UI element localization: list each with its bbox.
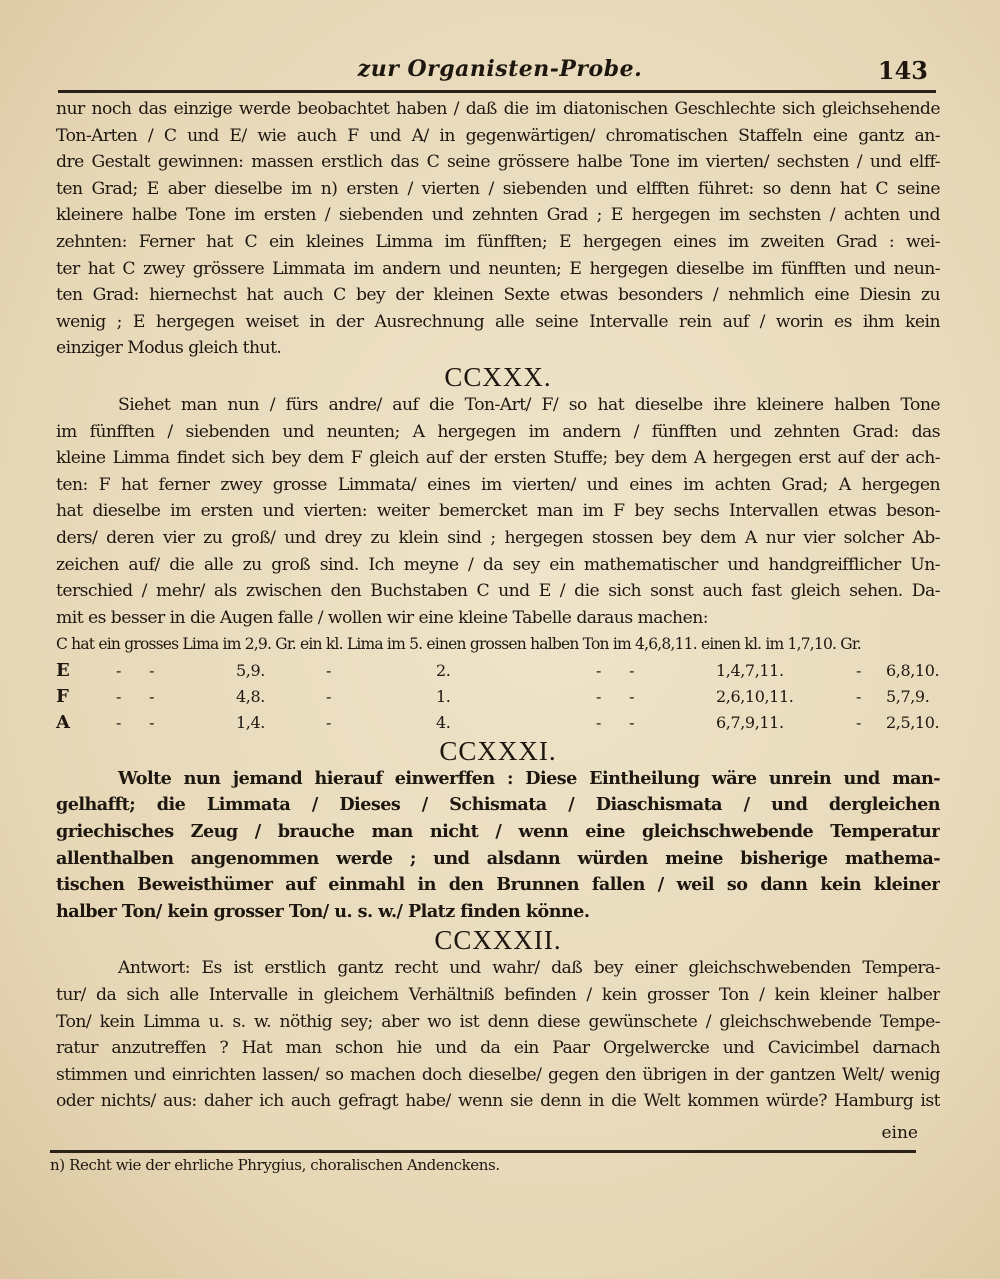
table-dash: - - (596, 712, 635, 732)
table-row (56, 684, 940, 710)
running-header (40, 56, 960, 88)
table-cell-kleiner-halbton: 6,8,10. (886, 660, 940, 680)
table-dash: - (856, 712, 862, 732)
text-line: mit es besser in die Augen falle / wollen wir eine kleine Tabelle daraus machen: (56, 607, 708, 628)
table-dash: - (326, 686, 332, 706)
text-line: Antwort: Es ist erstlich gantz recht und wahr/ daß bey einer gleichschwebenden Tempera- (118, 958, 940, 979)
text-line: ten: F hat ferner zwey grosse Limmata/ eines im vierten/ und eines im achten Grad; A hergegen (56, 474, 940, 495)
text-line: Wolte nun jemand hierauf einwerffen : Diese Eintheilung wäre unrein und man- (118, 767, 940, 789)
section-paragraph (56, 392, 940, 631)
text-line: im fünfften / siebenden und neunten; A hergegen im andern / fünfften und zehnten Grad: das (56, 421, 940, 442)
table-cell-kleines-limma: 2. (436, 660, 451, 680)
text-line: ders/ deren vier zu groß/ und drey zu klein sind ; hergegen stossen bey dem A nur vier solcher Ab- (56, 527, 940, 548)
section-paragraph (56, 766, 940, 926)
text-line: wenig ; E hergegen weiset in der Ausrechnung alle seine Intervalle rein auf / worin es ihm kein (56, 311, 940, 332)
text-line: stimmen und einrichten lassen/ so machen doch dieselbe/ gegen den übrigen in der gantzen Welt/ wenig (56, 1064, 940, 1085)
table-cell-kleiner-halbton: 5,7,9. (886, 686, 930, 706)
text-line: dre Gestalt gewinnen: massen erstlich das C seine grössere halbe Tone im vierten/ sechsten / und elff- (56, 152, 940, 173)
section-heading: CCXXXII. (434, 925, 562, 956)
running-title: zur Organisten-Probe. (357, 56, 643, 82)
text-line: tur/ da sich alle Intervalle in gleichem Verhältniß befinden / kein grosser Ton / kein kleiner halber (56, 985, 940, 1006)
text-line: tischen Beweisthümer auf einmahl in den Brunnen fallen / weil so dann kein kleiner (56, 874, 940, 896)
header-rule (58, 90, 936, 93)
section-paragraph (56, 955, 940, 1115)
table-cell-grosses-limma: 5,9. (236, 660, 265, 680)
text-line: Siehet man nun / fürs andre/ auf die Ton-Art/ F/ so hat dieselbe ihre kleinere halben Tone (118, 394, 940, 415)
table-dash: - (856, 686, 862, 706)
table-cell-kleines-limma: 1. (436, 686, 451, 706)
table-key: F (56, 685, 69, 707)
footnote: n) Recht wie der ehrliche Phrygius, choralischen Andenckens. (50, 1156, 500, 1174)
table-dash: - (326, 712, 332, 732)
text-line: terschied / mehr/ als zwischen den Buchstaben C und E / die sich sonst auch fast gleich sehen. Da- (56, 581, 940, 602)
table-dash: - (856, 660, 862, 680)
text-line: einziger Modus gleich thut. (56, 338, 282, 359)
table-cell-grosser-halbton: 6,7,9,11. (716, 712, 784, 732)
table-dash: - (326, 660, 332, 680)
table-dash: - - (116, 686, 155, 706)
text-line: ratur anzutreffen ? Hat man schon hie und da ein Paar Orgelwercke und Cavicimbel darnach (56, 1038, 940, 1059)
text-line: kleinere halbe Tone im ersten / siebenden und zehnten Grad ; E hergegen im sechsten / achten und (56, 205, 940, 226)
text-line: griechisches Zeug / brauche man nicht / wenn eine gleichschwebende Temperatur (56, 821, 940, 843)
text-line: zeichen auf/ die alle zu groß sind. Ich meyne / da sey ein mathematischer und handgreifflicher Un- (56, 554, 940, 575)
section-heading: CCXXX. (444, 361, 552, 392)
section-heading: CCXXXI. (439, 735, 557, 766)
table-cell-grosser-halbton: 2,6,10,11. (716, 686, 794, 706)
table-row (56, 658, 940, 684)
table-cell-grosses-limma: 1,4. (236, 712, 265, 732)
text-line: oder nichts/ aus: daher ich auch gefragt habe/ wenn sie denn in die Welt kommen würde? Hamburg ist (56, 1091, 940, 1112)
table-header-line: C hat ein grosses Lima im 2,9. Gr. ein kl. Lima im 5. einen grossen halben Ton im 4,6,8,11. einen kl. im 1,7,10. Gr. (56, 635, 861, 654)
text-line: ter hat C zwey grössere Limmata im andern und neunten; E hergegen dieselbe im fünfften und neun- (56, 258, 940, 279)
table-dash: - - (116, 660, 155, 680)
text-line: ten Grad: hiernechst hat auch C bey der kleinen Sexte etwas besonders / nehmlich eine Diesin zu (56, 285, 940, 306)
text-line: nur noch das einzige werde beobachtet haben / daß die im diatonischen Geschlechte sich gleichsehende (56, 99, 940, 119)
text-line: gelhafft; die Limmata / Dieses / Schismata / Diaschismata / und dergleichen (56, 794, 940, 816)
intro-paragraph (56, 96, 940, 362)
table-key: E (56, 659, 70, 681)
text-line: kleine Limma findet sich bey dem F gleich auf der ersten Stuffe; bey dem A hergegen erst auf der ach- (56, 448, 940, 469)
footnote-rule (50, 1150, 916, 1153)
table-dash: - - (116, 712, 155, 732)
table-cell-kleines-limma: 4. (436, 712, 451, 732)
table-row (56, 710, 940, 736)
text-line: ten Grad; E aber dieselbe im n) ersten / vierten / siebenden und elfften führet: so denn hat C seine (56, 178, 940, 199)
page-body (56, 96, 940, 1115)
table-cell-grosser-halbton: 1,4,7,11. (716, 660, 784, 680)
table-dash: - - (596, 660, 635, 680)
table-cell-grosses-limma: 4,8. (236, 686, 265, 706)
table-dash: - - (596, 686, 635, 706)
text-line: hat dieselbe im ersten und vierten: weiter bemercket man im F bey sechs Intervallen etwas beson- (56, 501, 940, 522)
interval-table (56, 631, 940, 736)
text-line: allenthalben angenommen werde ; und alsdann würden meine bisherige mathema- (56, 847, 940, 869)
text-line: Ton/ kein Limma u. s. w. nöthig sey; aber wo ist denn diese gewünschete / gleichschwebende Tempe- (56, 1011, 940, 1032)
text-line: Ton-Arten / C und E/ wie auch F und A/ in gegenwärtigen/ chromatischen Staffeln eine gantz an- (56, 125, 940, 146)
table-cell-kleiner-halbton: 2,5,10. (886, 712, 940, 732)
page-number: 143 (877, 56, 928, 85)
catchword: eine (881, 1123, 918, 1143)
table-key: A (56, 711, 70, 733)
text-line: zehnten: Ferner hat C ein kleines Limma im fünfften; E hergegen eines im zweiten Grad : wei- (56, 231, 940, 252)
text-line: halber Ton/ kein grosser Ton/ u. s. w./ Platz finden könne. (56, 900, 590, 922)
